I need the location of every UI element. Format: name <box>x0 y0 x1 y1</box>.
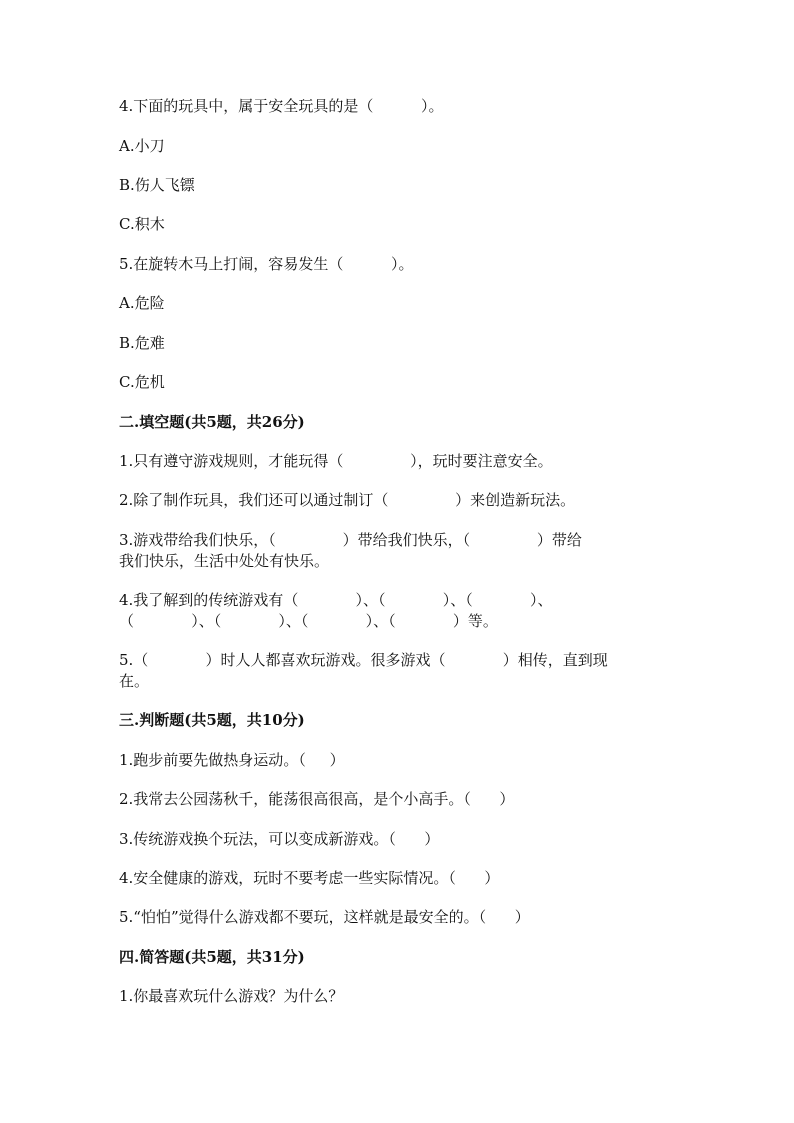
question-4-option-b: B.伤人飞镖 <box>119 176 195 194</box>
short-answer-1: 1.你最喜欢玩什么游戏？为什么？ <box>119 987 344 1005</box>
fill-blank-3-line2: 我们快乐，生活中处处有快乐。 <box>119 552 330 570</box>
question-4-option-a: A.小刀 <box>119 137 165 155</box>
question-4-option-c: C.积木 <box>119 215 165 233</box>
question-5-option-b: B.危难 <box>119 334 165 352</box>
true-false-4: 4.安全健康的游戏，玩时不要考虑一些实际情况。（ ） <box>119 869 500 887</box>
section-heading-true-false: 三.判断题(共5题，共10分) <box>119 711 305 729</box>
true-false-3: 3.传统游戏换个玩法，可以变成新游戏。（ ） <box>119 830 440 848</box>
fill-blank-3-line1: 3.游戏带给我们快乐，（ ）带给我们快乐，（ ）带给 <box>119 531 582 549</box>
question-5-option-a: A.危险 <box>119 294 165 312</box>
fill-blank-1: 1.只有遵守游戏规则，才能玩得（ ），玩时要注意安全。 <box>119 452 553 470</box>
fill-blank-2: 2.除了制作玩具，我们还可以通过制订（ ）来创造新玩法。 <box>119 491 576 509</box>
true-false-5: 5.“怕怕”觉得什么游戏都不要玩，这样就是最安全的。（ ） <box>119 908 530 926</box>
section-heading-fill-blank: 二.填空题(共5题，共26分) <box>119 413 305 431</box>
fill-blank-5-line1: 5.（ ）时人人都喜欢玩游戏。很多游戏（ ）相传，直到现 <box>119 651 608 669</box>
section-heading-short-answer: 四.简答题(共5题，共31分) <box>119 948 305 966</box>
question-4-stem: 4.下面的玩具中，属于安全玩具的是（ ）。 <box>119 97 444 115</box>
fill-blank-4-line1: 4.我了解到的传统游戏有（ ）、（ ）、（ ）、 <box>119 591 553 609</box>
question-5-option-c: C.危机 <box>119 373 165 391</box>
true-false-2: 2.我常去公园荡秋千，能荡很高很高，是个小高手。（ ） <box>119 790 515 808</box>
question-5-stem: 5.在旋转木马上打闹，容易发生（ ）。 <box>119 255 414 273</box>
fill-blank-5-line2: 在。 <box>119 672 150 690</box>
fill-blank-4-line2: （ ）、（ ）、（ ）、（ ）等。 <box>119 612 498 630</box>
true-false-1: 1.跑步前要先做热身运动。（ ） <box>119 751 345 769</box>
